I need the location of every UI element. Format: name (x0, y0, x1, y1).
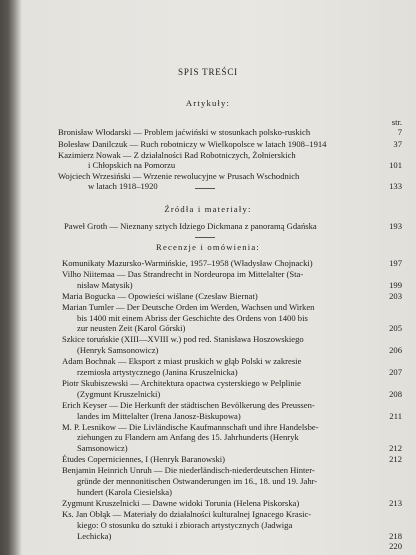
toc-entry-line: i Chłopskich na Pomorzu (88, 160, 176, 170)
page-number: 218 (389, 530, 402, 541)
page-number: 7 (397, 127, 402, 137)
page-number: 220 (389, 541, 402, 552)
page-number: 205 (389, 323, 402, 334)
section-heading-articles: Artykuły: (185, 98, 231, 108)
toc-entry-line: (Henryk Samsonowicz) (77, 345, 159, 356)
toc-entry-line: Études Coperniciennes, I (Henryk Baranowski) (62, 454, 225, 465)
page-number: 213 (389, 497, 402, 508)
section-heading-reviews: Recenzje i omówienia: (156, 242, 260, 252)
toc-entry-line: Samsonowicz) (77, 443, 128, 454)
toc-entry-line: Adam Bochnak — Eksport z miast pruskich w głąb Polski w zakresie (62, 356, 302, 367)
toc-entry-line: gründe der mennonitischen Ostwanderungen im 16., 18. und 19. Jahr- (77, 476, 318, 486)
page-title: SPIS TREŚCI (178, 67, 238, 77)
page-number: 193 (389, 221, 402, 231)
toc-entry-line: Piotr Skubiszewski — Architektura opactwa cysterskiego w Pelplinie (62, 377, 301, 388)
page-number: 197 (389, 258, 402, 268)
page-number: 212 (389, 443, 402, 454)
toc-entry-line: w latach 1918–1920 (88, 181, 158, 191)
page-number: 203 (389, 290, 402, 301)
toc-entry-line: Paweł Groth — Nieznany sztych Idziego Dickmana z panoramą Gdańska (64, 221, 317, 231)
toc-entry-line: Marian Tumler — Der Deutsche Orden im Werden, Wachsen und Wirken (62, 301, 315, 312)
page-number: 208 (389, 388, 402, 399)
page-number: 199 (389, 279, 402, 290)
section-divider (195, 237, 215, 238)
page-number: 212 (389, 454, 402, 465)
toc-entry-line: Bronisław Włodarski — Problem jaćwiński w stosunkach polsko-ruskich (58, 127, 311, 137)
toc-entry-line: Erich Keyser — Die Herkunft der städtischen Bevölkerung des Preussen- (62, 399, 315, 410)
toc-entry-line: Wojciech Wrzesiński — Wrzenie rewolucyjne w Prusach Wschodnich (58, 171, 300, 181)
toc-entry-line: kiego: O stosunku do sztuki i zbiorach artystycznych (Jadwiga (77, 519, 293, 530)
toc-entry-line: ziehungen zu Flandern am Anfang des 15. Jahrhunderts (Henryk (77, 432, 299, 443)
toc-entry-line: M. P. Lesnikow — Die Livländische Kaufmannschaft und ihre Handelsbe- (62, 421, 319, 432)
toc-entry-line: Ks. Jan Obłąk — Materiały do działalności kulturalnej Ignacego Krasic- (62, 508, 312, 519)
toc-entry-line: Benjamin Heinrich Unruh — Die niederländisch-niederdeutschen Hinter- (62, 465, 315, 476)
page-column-label: str. (391, 117, 402, 127)
toc-entry-line: zur neusten Zeit (Karol Górski) (77, 323, 186, 334)
toc-entry-line: Szkice toruńskie (XIII—XVIII w.) pod red. Stanisława Hoszowskiego (62, 334, 304, 345)
toc-entry-line: bis 1400 mit einem Abriss der Geschichte des Ordens von 1400 bis (77, 312, 308, 323)
toc-entry-line: Zygmunt Kruszelnicki — Dawne widoki Torunia (Helena Piskorska) (62, 497, 300, 508)
toc-entry-line: nisław Matysik) (77, 279, 133, 290)
toc-entry-line: Kazimierz Nowak — Z działalności Rad Robotniczych, Żołnierskich (58, 150, 296, 160)
section-heading-sources: Źródła i materiały: (164, 204, 252, 214)
page-number: 206 (389, 345, 402, 356)
toc-entry-line: hundert (Karola Ciesielska) (77, 486, 172, 497)
toc-entry-line: Bolesław Danilczuk — Ruch robotniczy w Wielkopolsce w latach 1908–1914 (58, 139, 327, 149)
page-number: 211 (389, 410, 402, 421)
page-number: 133 (389, 181, 402, 191)
section-divider (195, 188, 215, 189)
toc-entry-line: Vilho Niitemaa — Das Strandrecht in Nordeuropa im Mittelalter (Sta- (62, 268, 304, 279)
page-number: 101 (389, 160, 402, 170)
toc-entry-line: (Zygmunt Kruszelnicki) (77, 388, 161, 399)
toc-entry-line: landes im Mittelalter (Irena Janosz-Biskupowa) (77, 410, 241, 421)
toc-entry-line: Lechicka) (77, 530, 112, 541)
page-number: 207 (389, 367, 402, 377)
toc-entry-line: Komunikaty Mazursko-Warmińskie, 1957–1958 (Władysław Chojnacki) (62, 258, 313, 268)
toc-entry-line: Maria Bogucka — Opowieści wiślane (Czesław Biernat) (62, 290, 258, 301)
page-number: 37 (393, 139, 402, 149)
toc-entry-line: rzemiosła artystycznego (Janina Kruszelnicka) (77, 367, 238, 377)
